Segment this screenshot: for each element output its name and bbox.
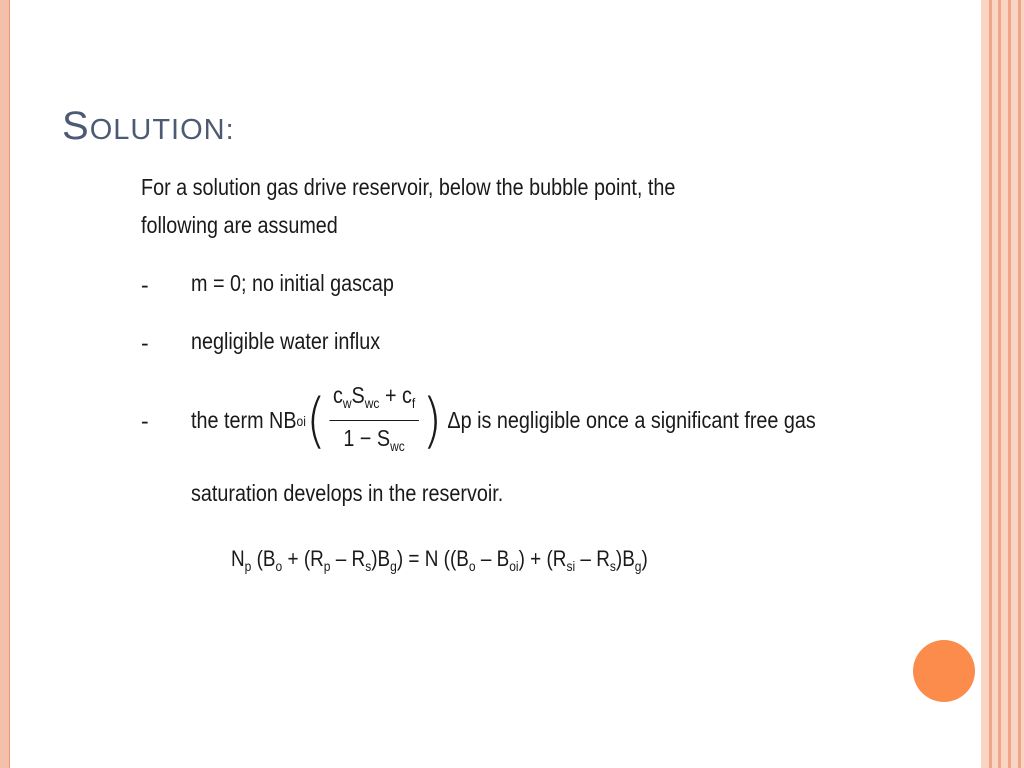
fraction-denominator: $1 - S_{wc}$: [343, 425, 405, 454]
right-decor-line: [989, 0, 992, 768]
bullet-marker: -: [141, 408, 149, 434]
bullet-term-negligible: [191, 378, 816, 463]
right-decor-line: [1018, 0, 1021, 768]
fraction: [330, 378, 419, 463]
bullet-marker: -: [141, 330, 149, 356]
material-balance-equation: $N_p$ $(B_o + (R_p - R_s)B_g) = N$ $((B_o - B_{oi}) + (R_{si} - R_s)B_g)$: [231, 546, 648, 574]
title-initial: S: [62, 104, 90, 148]
right-decor-line: [998, 0, 1001, 768]
title-rest: OLUTION:: [89, 114, 235, 146]
bullet-water-influx: negligible water influx: [191, 328, 381, 354]
bullet-no-gascap: m = 0; no initial gascap: [191, 270, 394, 296]
right-paren: ): [422, 385, 443, 456]
right-decor-line: [1008, 0, 1011, 768]
bullet-continuation: saturation develops in the reservoir.: [191, 480, 504, 506]
left-paren: (: [305, 385, 327, 456]
decorative-circle: [913, 640, 975, 702]
intro-paragraph: [141, 168, 726, 244]
intro-text: For a solution gas drive reservoir, below the bubble point, the following are assumed: [141, 174, 676, 238]
term-prefix: the term NB: [191, 407, 297, 433]
bullet-marker: -: [141, 272, 149, 298]
term-prefix-sub: oi: [296, 412, 306, 429]
fraction-numerator: $c_wS_{wc} + c_f$: [330, 378, 419, 421]
slide-title: [62, 104, 235, 149]
term-suffix: Δp is negligible once a significant free gas: [447, 407, 816, 433]
left-decor-stripe: [0, 0, 10, 768]
